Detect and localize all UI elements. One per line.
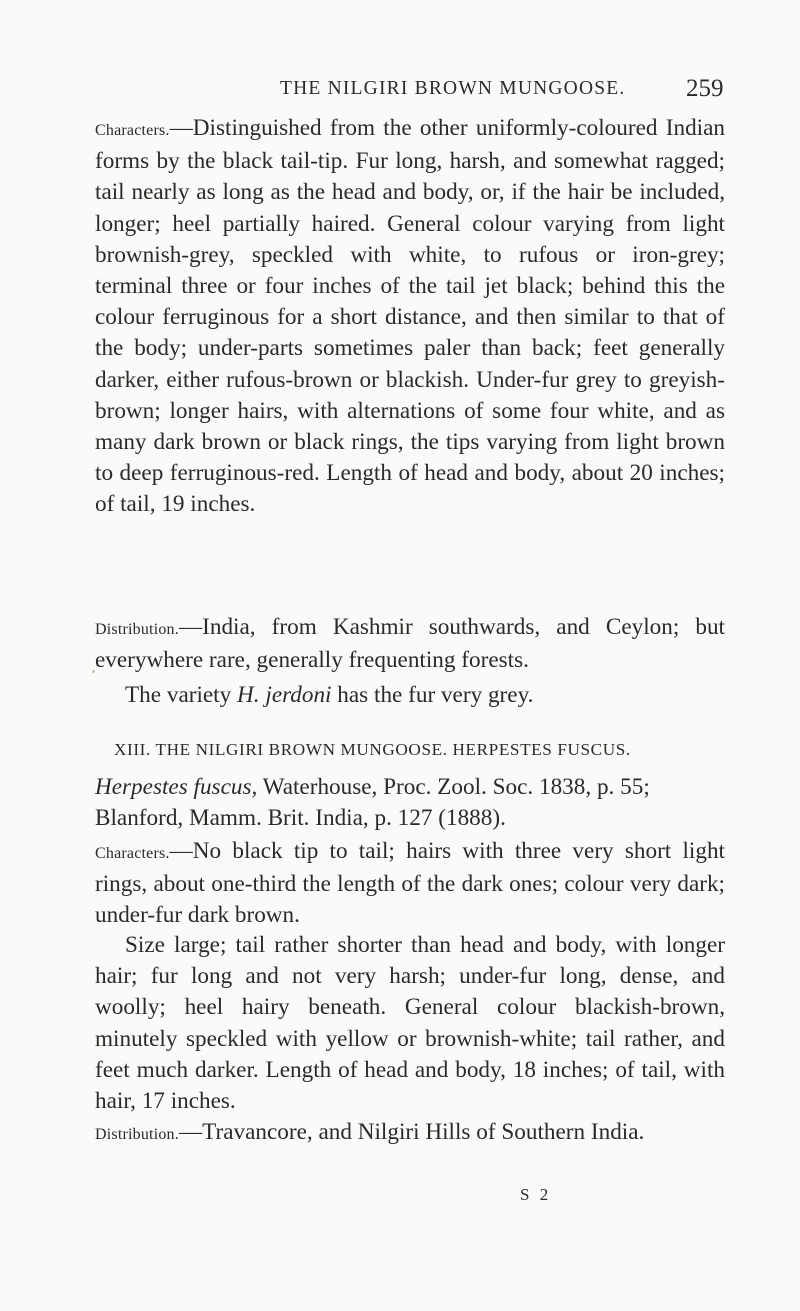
signature-mark: S 2 [520,1185,552,1204]
running-head [0,75,800,108]
margin-speck [92,670,95,673]
citation-block [95,772,725,834]
characters-text-1: —Distinguished from the other uniformly-coloured Indian forms by the black tail-tip. Fur long, harsh, and somewhat ragged; tail nearly as long as the head and body, or, if the hair be included, longer; heel partially haired. General colour varying from light brownish-grey, speckled with white, to rufous or iron-grey; terminal three or four inches of the tail jet black; behind this the colour ferruginous for a short distance, and then similar to that of the body; under-parts sometimes paler than back; feet generally darker, either rufous-brown or blackish. Under-fur grey to greyish-brown; longer hairs, with alternations of some four white, and as many dark brown or black rings, the tips varying from light brown to deep ferruginous-red. Length of head and body, about 20 inches; of tail, 19 inches. [95,115,725,518]
characters-text-2: —No black tip to tail; hairs with three very short light rings, about one-third the length of the dark ones; colour very dark; under-fur dark brown. [95,838,725,929]
characters-lead-1: Characters. [95,122,170,139]
section-heading: XIII. THE NILGIRI BROWN MUNGOOSE. HERPESTES FUSCUS. [114,740,631,759]
citation-species: Herpestes fuscus, [95,774,258,800]
citation-line-2: Blanford, Mamm. Brit. India, p. 127 (1888). [95,805,506,832]
characters-paragraph-1 [95,113,725,521]
description-paragraph [95,930,725,1117]
description-text: Size large; tail rather shorter than head and body, with longer hair; fur long and not very harsh; under-fur long, dense, and woolly; heel hairy beneath. General colour blackish-brown, minutely speckled with yellow or brownish-white; tail rather, and feet much darker. Length of head and body, 18 inches; of tail, with hair, 17 inches. [95,932,725,1115]
distribution-paragraph-1 [95,612,725,676]
variety-pre: The variety [125,682,238,708]
distribution-lead-1: Distribution. [95,621,179,638]
distribution-text-1: —India, from Kashmir southwards, and Ceylon; but everywhere rare, generally frequenting forests. [95,614,725,674]
page-number: 259 [686,75,724,102]
variety-paragraph [95,680,725,711]
distribution-paragraph-2 [95,1117,725,1150]
variety-post: has the fur very grey. [331,682,534,708]
distribution-text-2: —Travancore, and Nilgiri Hills of Southern India. [178,1119,645,1145]
running-head-title: THE NILGIRI BROWN MUNGOOSE. [280,78,626,99]
distribution-lead-2: Distribution. [95,1126,179,1143]
variety-name: H. jerdoni [237,682,332,708]
citation-line-1: Waterhouse, Proc. Zool. Soc. 1838, p. 55; [257,774,650,800]
characters-paragraph-2 [95,836,725,932]
characters-lead-2: Characters. [95,845,170,862]
